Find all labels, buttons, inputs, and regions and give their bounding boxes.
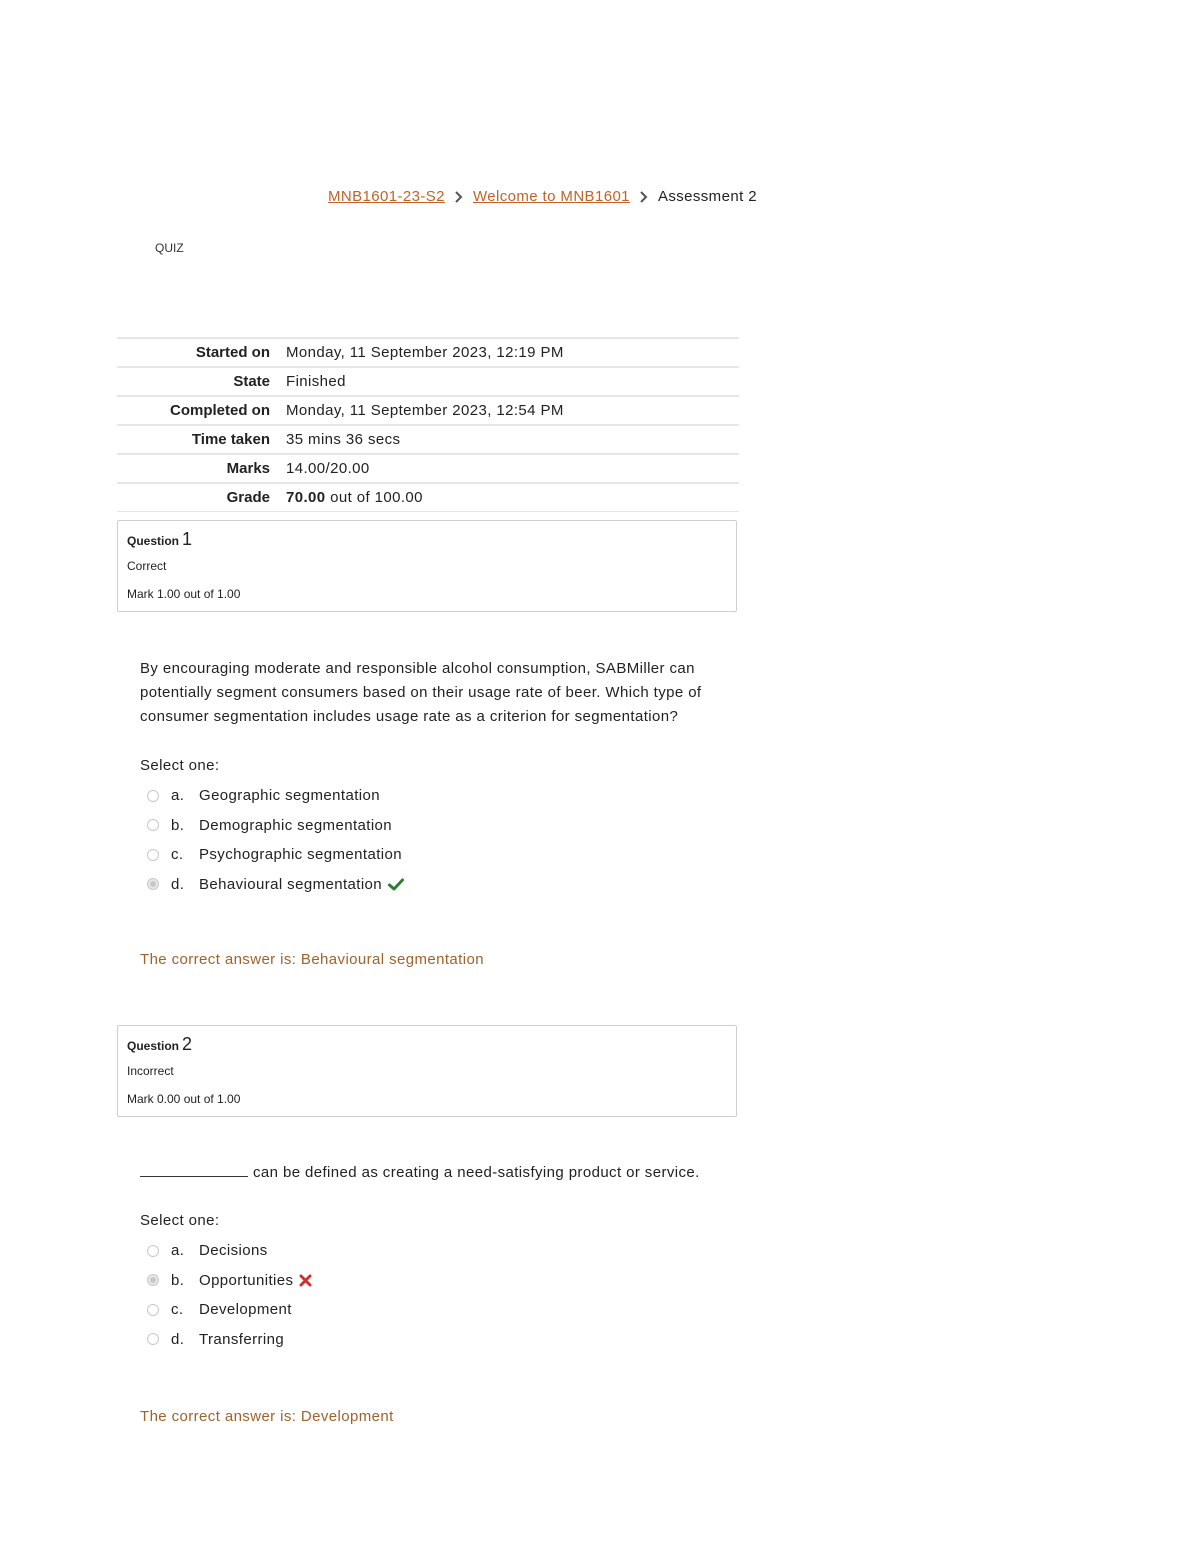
summary-value: 14.00/20.00 — [286, 459, 370, 477]
option-text: Transferring — [199, 1330, 285, 1348]
answer-options-2 — [147, 1236, 312, 1354]
correct-answer-feedback: The correct answer is: Behavioural segmentation — [140, 951, 484, 968]
option-letter: b. — [171, 1271, 185, 1289]
breadcrumb — [328, 188, 757, 205]
attempt-summary-table — [117, 337, 739, 512]
breadcrumb-current: Assessment 2 — [657, 188, 757, 205]
check-icon — [388, 878, 404, 891]
option-text: Psychographic segmentation — [199, 846, 403, 864]
answer-option[interactable] — [147, 1295, 312, 1325]
summary-label: Started on — [195, 343, 270, 361]
chevron-right-icon — [445, 188, 473, 205]
option-text: Behavioural segmentation — [199, 875, 383, 893]
answer-option[interactable] — [147, 811, 404, 841]
answer-option[interactable] — [147, 781, 404, 811]
question-text-content: can be defined as creating a need-satisfying product or service. — [253, 1164, 700, 1181]
summary-value: 35 mins 36 secs — [286, 430, 401, 448]
question-state: Correct — [127, 559, 167, 573]
radio-button[interactable] — [147, 790, 159, 802]
breadcrumb-course-link[interactable]: MNB1601-23-S2 — [328, 188, 445, 205]
option-text: Development — [199, 1301, 292, 1319]
summary-row-grade — [117, 483, 739, 512]
option-letter: a. — [171, 787, 185, 805]
summary-label: Marks — [226, 459, 270, 477]
radio-button[interactable] — [147, 1304, 159, 1316]
grade-score: 70.00 — [286, 488, 326, 506]
answer-option[interactable] — [147, 1325, 312, 1355]
radio-button-selected[interactable] — [147, 878, 159, 890]
fill-in-blank — [140, 1162, 248, 1177]
answer-option[interactable] — [147, 1236, 312, 1266]
question-mark: Mark 1.00 out of 1.00 — [127, 587, 241, 601]
summary-value: Finished — [286, 372, 346, 390]
answer-option-selected[interactable] — [147, 1266, 312, 1296]
summary-row-state — [117, 367, 739, 396]
option-text: Decisions — [199, 1242, 268, 1260]
option-letter: d. — [171, 1330, 185, 1348]
summary-value: Monday, 11 September 2023, 12:19 PM — [286, 343, 564, 361]
radio-button[interactable] — [147, 1333, 159, 1345]
summary-row-completed — [117, 396, 739, 425]
question-text-2 — [140, 1161, 730, 1185]
question-state: Incorrect — [127, 1064, 174, 1078]
question-label: Question — [127, 1039, 180, 1053]
summary-label: Time taken — [191, 430, 270, 448]
question-label: Question — [127, 534, 180, 548]
option-letter: d. — [171, 875, 185, 893]
select-one-prompt: Select one: — [140, 757, 220, 774]
radio-button[interactable] — [147, 819, 159, 831]
summary-row-time-taken — [117, 425, 739, 454]
chevron-right-icon — [630, 188, 658, 205]
option-letter: c. — [171, 846, 184, 864]
question-number — [127, 1033, 727, 1057]
option-text: Demographic segmentation — [199, 816, 393, 834]
question-number-value: 1 — [182, 529, 193, 549]
summary-row-marks — [117, 454, 739, 483]
question-text-1: By encouraging moderate and responsible alcohol consumption, SABMiller can potentially segment consumers based on their usage rate of beer. Which type of consumer segmentation includes usage rate as a criterion for segmentation? — [140, 660, 702, 725]
summary-label: State — [233, 372, 270, 390]
option-text: Opportunities — [199, 1271, 294, 1289]
question-number-value: 2 — [182, 1034, 193, 1054]
radio-button[interactable] — [147, 1245, 159, 1257]
question-info-1 — [117, 520, 737, 612]
radio-button[interactable] — [147, 849, 159, 861]
summary-value — [286, 483, 739, 512]
cross-icon — [299, 1274, 312, 1287]
grade-out-of: out of 100.00 — [330, 488, 423, 506]
breadcrumb-welcome-link[interactable]: Welcome to MNB1601 — [472, 188, 630, 205]
summary-label: Grade — [226, 488, 270, 506]
select-one-prompt: Select one: — [140, 1212, 220, 1229]
answer-option[interactable] — [147, 840, 404, 870]
summary-label: Completed on — [170, 401, 270, 419]
question-number — [127, 528, 727, 552]
option-text: Geographic segmentation — [199, 787, 380, 805]
summary-value: Monday, 11 September 2023, 12:54 PM — [286, 401, 564, 419]
answer-options-1 — [147, 781, 404, 899]
question-mark: Mark 0.00 out of 1.00 — [127, 1092, 241, 1106]
summary-row-started — [117, 338, 739, 367]
question-info-2 — [117, 1025, 737, 1117]
answer-option-selected[interactable] — [147, 870, 404, 900]
activity-type-label: QUIZ — [155, 241, 184, 255]
correct-answer-feedback: The correct answer is: Development — [140, 1408, 394, 1425]
option-letter: c. — [171, 1301, 184, 1319]
option-letter: b. — [171, 816, 185, 834]
option-letter: a. — [171, 1242, 185, 1260]
radio-button-selected[interactable] — [147, 1274, 159, 1286]
